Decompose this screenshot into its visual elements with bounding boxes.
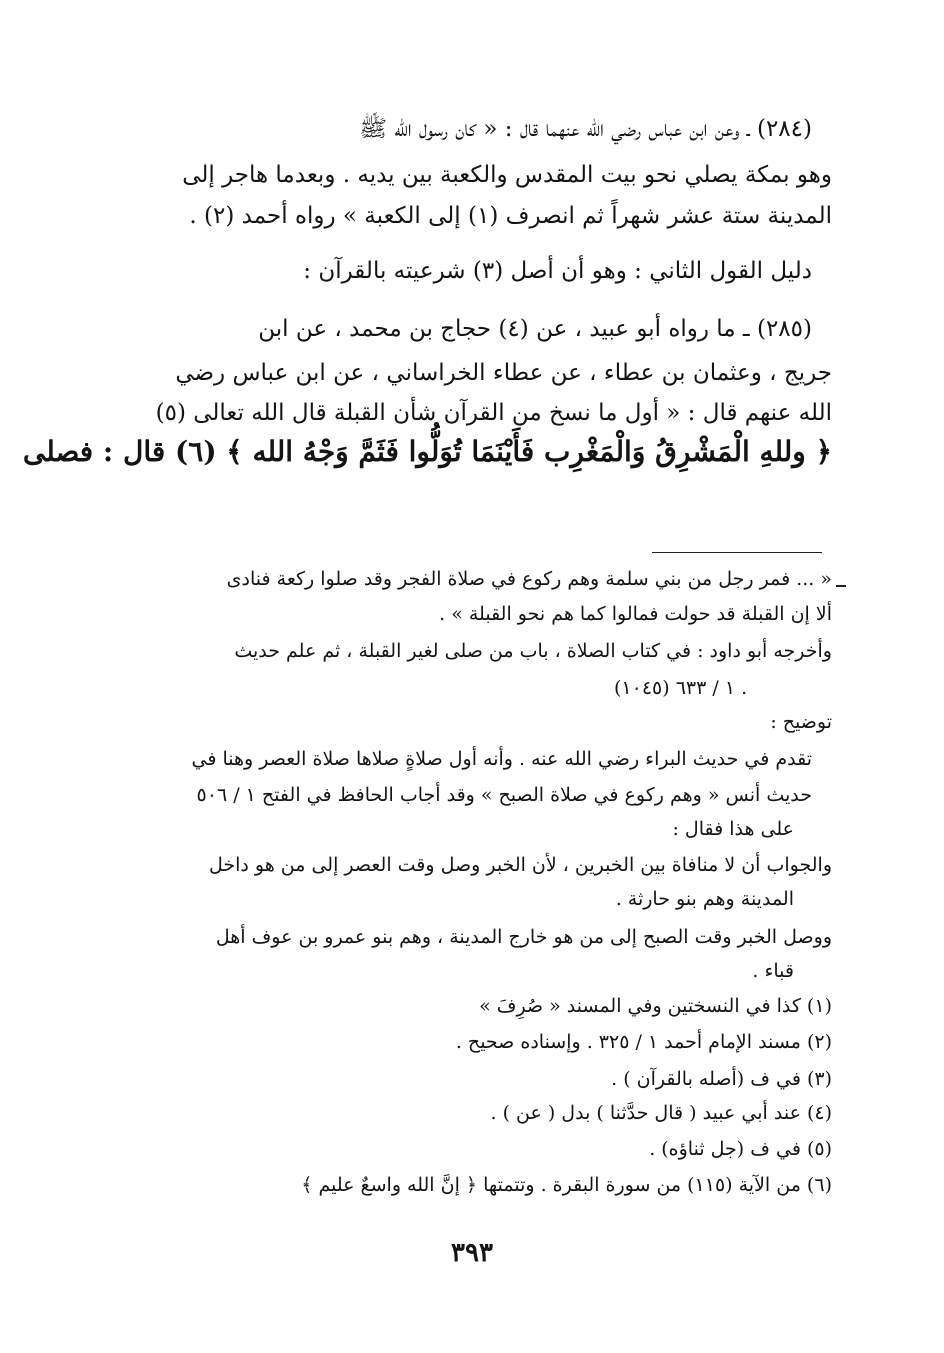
- section-heading: دليل القول الثاني : وهو أن أصل (٣) شرعيته بالقرآن :: [303, 258, 812, 284]
- footnote-line: قباء .: [752, 960, 794, 982]
- footnote-4: (٤) عند أبي عبيد ( قال حدَّثنا ) بدل ( عن ) .: [490, 1102, 832, 1124]
- footnote-line: تقدم في حديث البراء رضي الله عنه . وأنه أول صلاةٍ صلاها صلاة العصر وهنا في: [191, 748, 812, 770]
- footnote-6: (٦) من الآية (١١٥) من سورة البقرة . وتتمتها ﴿ إنَّ الله واسعٌ عليم ﴾: [301, 1174, 832, 1196]
- footnote-line: والجواب أن لا منافاة بين الخبرين ، لأن الخبر وصل وقت العصر إلى من هو داخل: [209, 854, 832, 876]
- page-number: ٣٩٣: [451, 1238, 493, 1268]
- main-line-6: جريج ، وعثمان بن عطاء ، عن عطاء الخراساني ، عن ابن عباس رضي: [175, 360, 832, 386]
- quran-verse-line: ﴿ وللهِ الْمَشْرِقُ وَالْمَغْرِب فَأَيْنَمَا تُوَلُّوا فَثَمَّ وَجْهُ الله ﴾ (٦) قال : فصلى: [22, 435, 832, 468]
- footnote-line: المدينة وهم بنو حارثة .: [615, 888, 794, 910]
- footnote-1: (١) كذا في النسختين وفي المسند « صُرِفَ »: [479, 995, 832, 1017]
- footnote-line: ووصل الخبر وقت الصبح إلى من هو خارج المدينة ، وهم بنو عمرو بن عوف أهل: [215, 926, 832, 948]
- footnote-3: (٣) في ف (أصله بالقرآن ) .: [611, 1068, 832, 1090]
- footnote-line: حديث أنس « وهم ركوع في صلاة الصبح » وقد أجاب الحافظ في الفتح ١ / ٥٠٦: [196, 784, 812, 806]
- continuation-mark: [836, 585, 846, 587]
- footnote-5: (٥) في ف (جل ثناؤه) .: [649, 1138, 832, 1160]
- main-line-5: (٢٨٥) ـ ما رواه أبو عبيد ، عن (٤) حجاج بن محمد ، عن ابن: [258, 316, 812, 342]
- footnote-line: وأخرجه أبو داود : في كتاب الصلاة ، باب من صلى لغير القبلة ، ثم علم حديث: [234, 640, 832, 662]
- footnote-line: على هذا فقال :: [672, 818, 794, 840]
- footnote-subheading: توضيح :: [770, 711, 832, 733]
- main-line-2: وهو بمكة يصلي نحو بيت المقدس والكعبة بين يديه . وبعدما هاجر إلى: [182, 162, 832, 188]
- footnote-separator: [652, 552, 822, 553]
- main-line-7: الله عنهم قال : « أول ما نسخ من القرآن شأن القبلة قال الله تعالى (٥): [155, 400, 832, 426]
- footnote-2: (٢) مسند الإمام أحمد ١ / ٣٢٥ . وإسناده صحيح .: [455, 1031, 832, 1053]
- footnote-line: ألا إن القبلة قد حولت فمالوا كما هم نحو القبلة » .: [439, 603, 832, 625]
- footnote-line: « ... فمر رجل من بني سلمة وهم ركوع في صلاة الفجر وقد صلوا ركعة فنادى: [226, 568, 832, 590]
- footnote-line: (١٠٤٥) ١ / ٦٣٣ .: [614, 677, 748, 699]
- main-line-3: المدينة ستة عشر شهراً ثم انصرف (١) إلى الكعبة » رواه أحمد (٢) .: [189, 203, 832, 229]
- main-line-1: (٢٨٤) ـ وعن ابن عباس رضي الله عنهما قال : « كان رسول الله ﷺ: [359, 116, 812, 142]
